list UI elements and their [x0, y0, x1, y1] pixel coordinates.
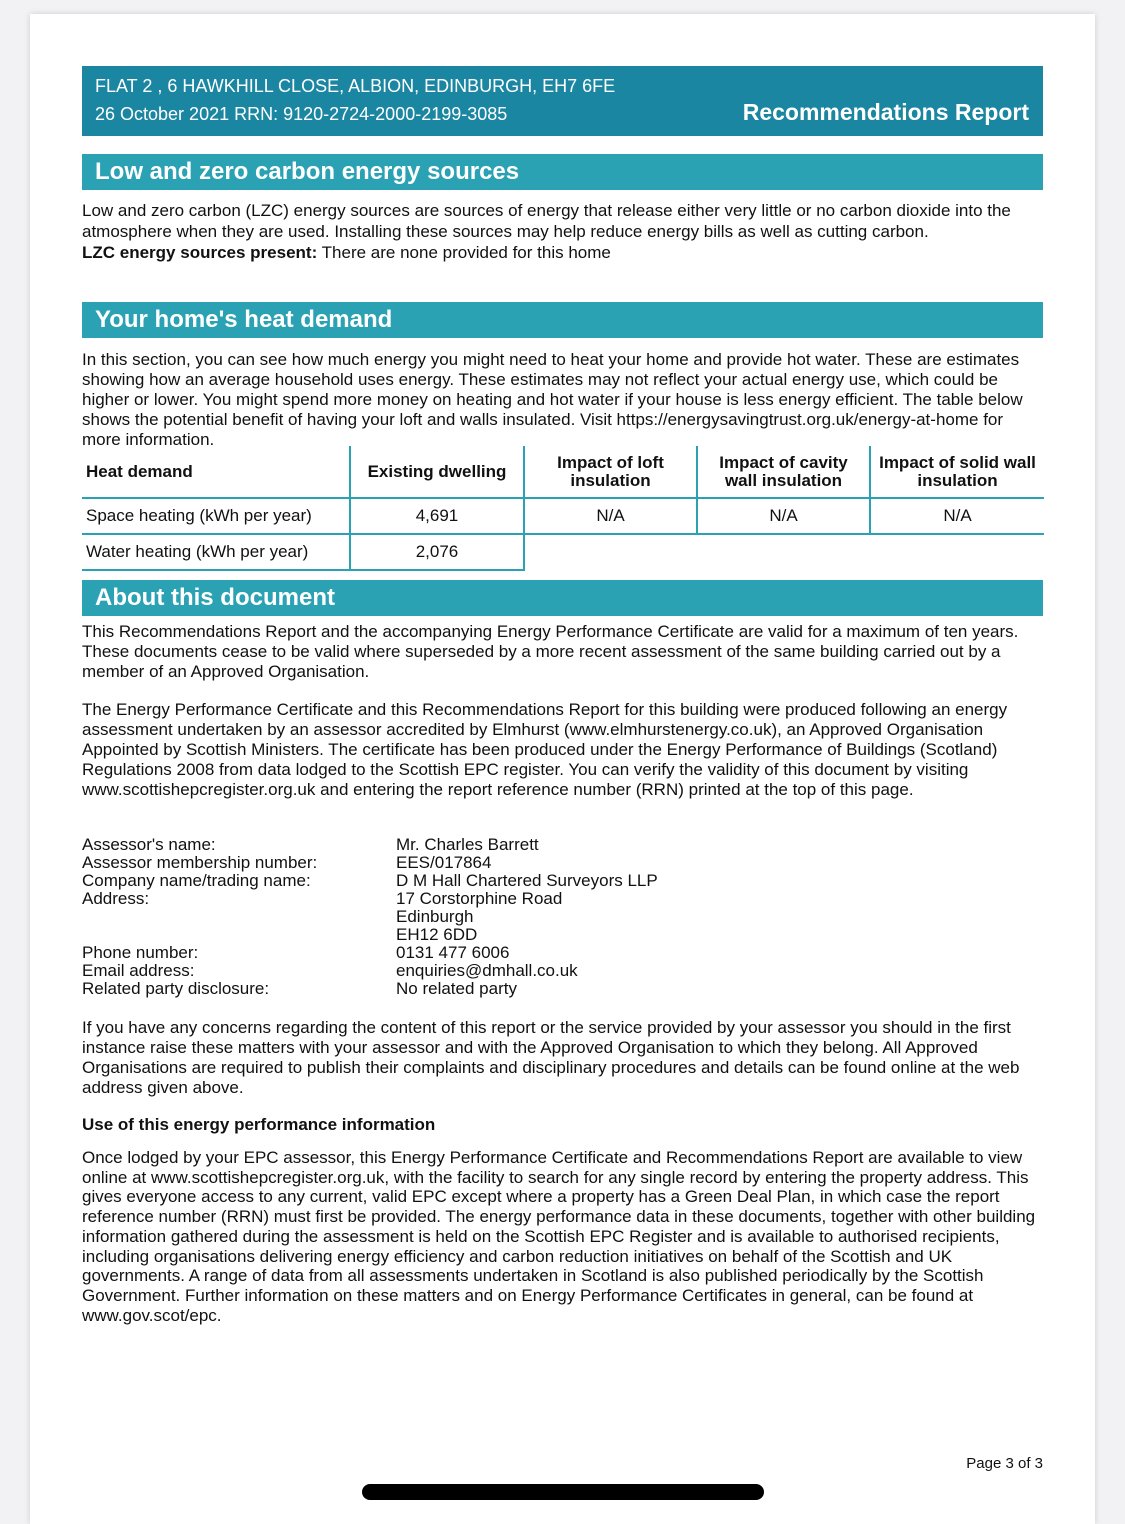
heat-intro: In this section, you can see how much energy you might need to heat your home and provide hot water. These are estimates showing how an average household uses energy. These estimates may not reflect your actual energy use, which could be higher or lower. You might spend more money on heating and hot water if your house is less energy efficient. The table below shows the potential benefit of having your loft and walls insulated. Visit https://energysavingtrust.org.uk/energy-at-home for more information. [82, 350, 1023, 449]
col-existing-dwelling: Existing dwelling [350, 446, 524, 498]
lzc-intro-text: Low and zero carbon (LZC) energy sources are sources of energy that release either very little or no carbon dioxide into the atmosphere when they are used. Installing these sources may help reduce energy bills as well as cutting carbon. [82, 201, 1011, 241]
address-label: Address: [82, 889, 150, 908]
disclosure-label: Related party disclosure: [82, 979, 270, 998]
col-loft-insulation-label: Impact of loft insulation [557, 452, 664, 490]
property-address: FLAT 2 , 6 HAWKHILL CLOSE, ALBION, EDINBURGH, EH7 6FE [95, 76, 616, 96]
space-heating-cavity: N/A [697, 498, 870, 534]
row-water-heating-label: Water heating (kWh per year) [82, 534, 350, 570]
table-row [82, 498, 1044, 534]
phone-number: 0131 477 6006 [396, 943, 510, 962]
use-info-heading: Use of this energy performance information [82, 1115, 436, 1134]
about-paragraph-3: If you have any concerns regarding the content of this report or the service provided by your assessor you should in the first instance raise these matters with your assessor and with the Approved Organisation to which they belong. All Approved Organisations are required to publish their complaints and disciplinary procedures and details can be found online at the web address given above. [82, 1018, 1020, 1097]
about-section-title: About this document [82, 580, 1043, 616]
company-name: D M Hall Chartered Surveyors LLP [396, 871, 658, 890]
space-heating-solid: N/A [870, 498, 1044, 534]
empty-cell [524, 534, 697, 570]
col-cavity-wall-insulation [697, 446, 870, 498]
col-solid-wall-insulation [870, 446, 1044, 498]
about-paragraph-4: Once lodged by your EPC assessor, this Energy Performance Certificate and Recommendations Report are available to view online at www.scottishepcregister.org.uk, with the facility to search for any single record by entering the property address. This gives everyone access to any current, valid EPC except where a property has a Green Deal Plan, in which case the report reference number (RRN) must first be provided. The energy performance data in these documents, together with other building information gathered during the assessment is held on the Scottish EPC Register and is available to authorised recipients, including organisations delivering energy efficiency and carbon reduction initiatives on behalf of the Scottish and UK governments. A range of data from all assessments undertaken in Scotland is also published periodically by the Scottish Government. Further information on these matters and on Energy Performance Certificates in general, can be found at www.gov.scot/epc. [82, 1148, 1036, 1325]
assessor-values [396, 836, 796, 998]
company-label: Company name/trading name: [82, 871, 311, 890]
related-party: No related party [396, 979, 517, 998]
col-heat-demand: Heat demand [82, 446, 350, 498]
table-row [82, 534, 1044, 570]
address-line-2: Edinburgh [396, 907, 474, 926]
row-space-heating-label: Space heating (kWh per year) [82, 498, 350, 534]
report-title: Recommendations Report [742, 99, 1029, 125]
address-line-3: EH12 6DD [396, 925, 478, 944]
space-heating-loft: N/A [524, 498, 697, 534]
col-cavity-label: Impact of cavity wall insulation [719, 452, 848, 490]
date-and-rrn: 26 October 2021 RRN: 9120-2724-2000-2199-3085 [95, 104, 508, 124]
heat-section-title: Your home's heat demand [82, 302, 1043, 338]
lzc-section-title: Low and zero carbon energy sources [82, 154, 1043, 190]
report-header [82, 66, 1043, 136]
empty-cell [870, 534, 1044, 570]
home-indicator[interactable] [362, 1484, 764, 1500]
address-line-1: 17 Corstorphine Road [396, 889, 563, 908]
lzc-present-value: There are none provided for this home [321, 243, 611, 262]
membership-label: Assessor membership number: [82, 853, 318, 872]
water-heating-existing: 2,076 [350, 534, 524, 570]
assessor-labels [82, 836, 382, 998]
lzc-intro [82, 200, 1044, 263]
membership-number: EES/017864 [396, 853, 492, 872]
assessor-name-label: Assessor's name: [82, 835, 216, 854]
col-loft-insulation [524, 446, 697, 498]
phone-label: Phone number: [82, 943, 199, 962]
lzc-present-label: LZC energy sources present: [82, 243, 318, 262]
table-header-row [82, 446, 1044, 498]
space-heating-existing: 4,691 [350, 498, 524, 534]
email-address: enquiries@dmhall.co.uk [396, 961, 578, 980]
about-paragraph-1: This Recommendations Report and the accompanying Energy Performance Certificate are valid for a maximum of ten years. These documents cease to be valid where superseded by a more recent assessment of the same building carried out by a member of an Approved Organisation. [82, 622, 1019, 681]
col-solid-label: Impact of solid wall insulation [879, 452, 1036, 490]
empty-cell [697, 534, 870, 570]
heat-demand-table [82, 446, 1044, 571]
assessor-name: Mr. Charles Barrett [396, 835, 539, 854]
email-label: Email address: [82, 961, 195, 980]
page-number: Page 3 of 3 [966, 1455, 1043, 1472]
document-page [30, 14, 1095, 1524]
about-paragraph-2: The Energy Performance Certificate and this Recommendations Report for this building were produced following an energy assessment undertaken by an assessor accredited by Elmhurst (www.elmhurstenergy.co.uk), an Approved Organisation Appointed by Scottish Ministers. The certificate has been produced under the Energy Performance of Buildings (Scotland) Regulations 2008 from data lodged to the Scottish EPC register. You can verify the validity of this document by visiting www.scottishepcregister.org.uk and entering the report reference number (RRN) printed at the top of this page. [82, 700, 1008, 799]
